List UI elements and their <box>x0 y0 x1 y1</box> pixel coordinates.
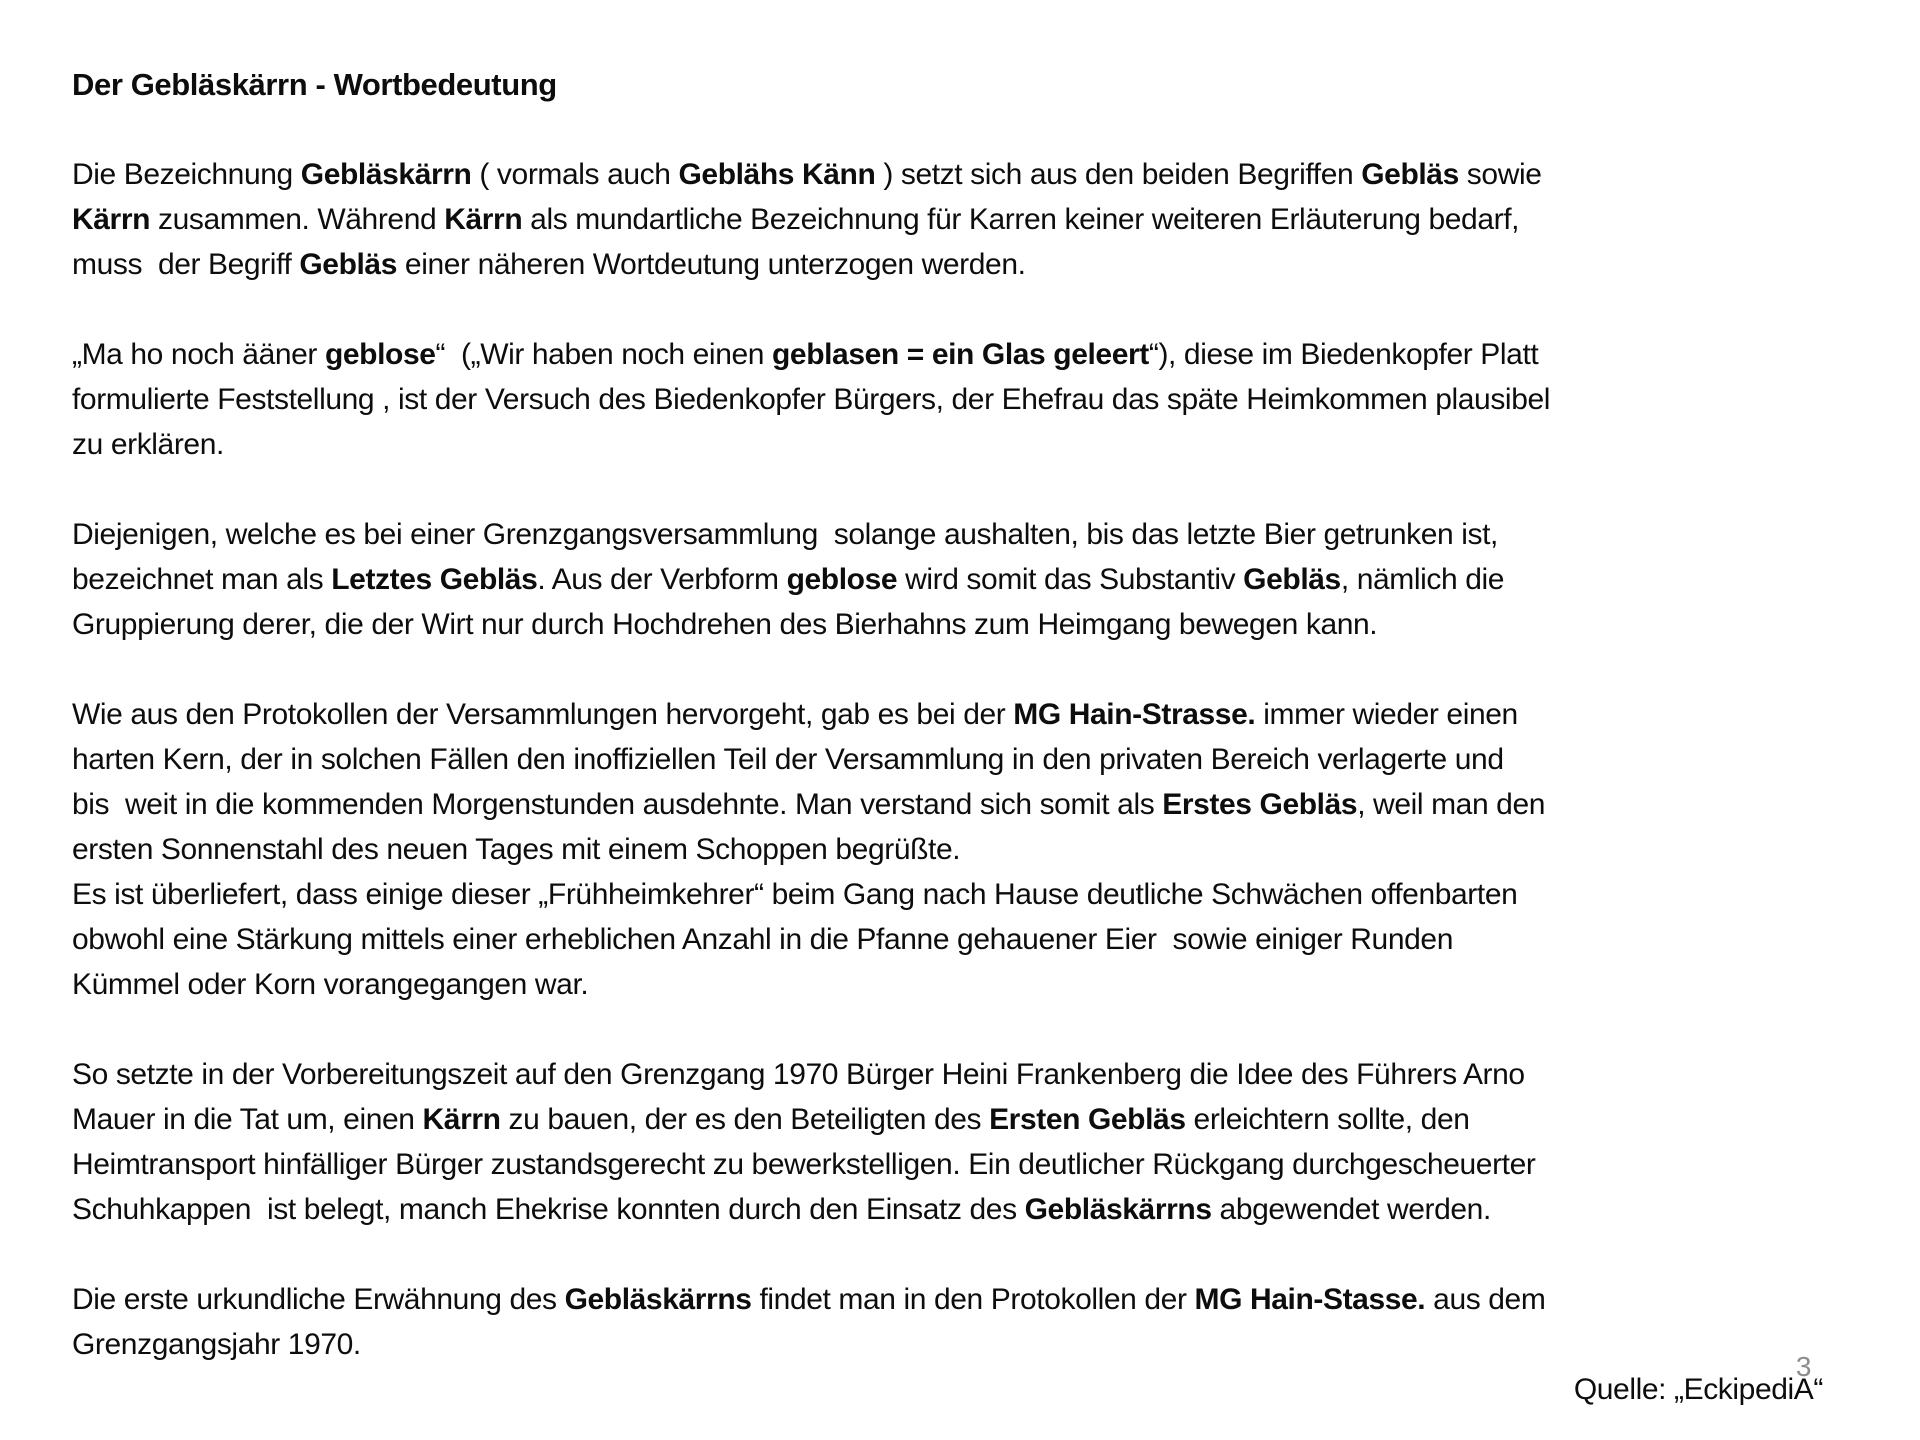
text-line: Mauer in die Tat um, einen Kärrn zu bauen, der es den Beteiligten des Ersten Gebläs erleichtern sollte, den <box>72 1103 1470 1136</box>
paragraph <box>72 512 1856 647</box>
page-title: Der Gebläskärrn - Wortbedeutung <box>72 67 557 102</box>
text-line: Schuhkappen ist belegt, manch Ehekrise konnten durch den Einsatz des Gebläskärrns abgewendet werden. <box>72 1193 1491 1226</box>
text-line: formulierte Feststellung , ist der Versuch des Biedenkopfer Bürgers, der Ehefrau das späte Heimkommen plausibel <box>72 383 1551 416</box>
text-line: bezeichnet man als Letztes Gebläs. Aus der Verbform geblose wird somit das Substantiv Gebläs, nämlich die <box>72 563 1505 596</box>
text-line: „Ma ho noch ääner geblose“ („Wir haben noch einen geblasen = ein Glas geleert“), diese im Biedenkopfer Platt <box>72 338 1539 371</box>
text-line: Die erste urkundliche Erwähnung des Gebläskärrns findet man in den Protokollen der MG Hain-Stasse. aus dem <box>72 1283 1546 1316</box>
text-line: muss der Begriff Gebläs einer näheren Wortdeutung unterzogen werden. <box>72 248 1026 281</box>
document-content <box>72 62 1856 1412</box>
text-line: harten Kern, der in solchen Fällen den inoffiziellen Teil der Versammlung in den privaten Bereich verlagerte und <box>72 743 1504 776</box>
document-body <box>72 152 1856 1367</box>
paragraph <box>72 1052 1856 1232</box>
text-line: bis weit in die kommenden Morgenstunden ausdehnte. Man verstand sich somit als Erstes Gebläs, weil man den <box>72 788 1546 821</box>
paragraph <box>72 332 1856 467</box>
text-line: Grenzgangsjahr 1970. <box>72 1328 361 1361</box>
text-line: Wie aus den Protokollen der Versammlungen hervorgeht, gab es bei der MG Hain-Strasse. immer wieder einen <box>72 698 1518 731</box>
text-line: Die Bezeichnung Gebläskärrn ( vormals auch Geblähs Känn ) setzt sich aus den beiden Begriffen Gebläs sowie <box>72 158 1542 191</box>
source-credit: Quelle: „EckipediA“ <box>1573 1373 1823 1406</box>
text-line: Gruppierung derer, die der Wirt nur durch Hochdrehen des Bierhahns zum Heimgang bewegen kann. <box>72 608 1378 641</box>
text-line: ersten Sonnenstahl des neuen Tages mit einem Schoppen begrüßte. <box>72 833 961 866</box>
page-number: 3 <box>1795 1351 1811 1382</box>
text-line: So setzte in der Vorbereitungszeit auf den Grenzgang 1970 Bürger Heini Frankenberg die Idee des Führers Arno <box>72 1058 1525 1091</box>
paragraph <box>72 1277 1856 1367</box>
text-line: Es ist überliefert, dass einige dieser „Frühheimkehrer“ beim Gang nach Hause deutliche Schwächen offenbarten <box>72 878 1518 911</box>
footer <box>72 1351 1823 1412</box>
paragraph <box>72 152 1856 287</box>
text-line: zu erklären. <box>72 428 224 461</box>
text-line: Diejenigen, welche es bei einer Grenzgangsversammlung solange aushalten, bis das letzte Bier getrunken ist, <box>72 518 1498 551</box>
text-line: Heimtransport hinfälliger Bürger zustandsgerecht zu bewerkstelligen. Ein deutlicher Rückgang durchgescheuerter <box>72 1148 1536 1181</box>
text-line: Kärrn zusammen. Während Kärrn als mundartliche Bezeichnung für Karren keiner weiteren Erläuterung bedarf, <box>72 203 1520 236</box>
paragraph <box>72 692 1856 1007</box>
text-line: Kümmel oder Korn vorangegangen war. <box>72 968 589 1001</box>
text-line: obwohl eine Stärkung mittels einer erheblichen Anzahl in die Pfanne gehauener Eier sowie einiger Runden <box>72 923 1453 956</box>
